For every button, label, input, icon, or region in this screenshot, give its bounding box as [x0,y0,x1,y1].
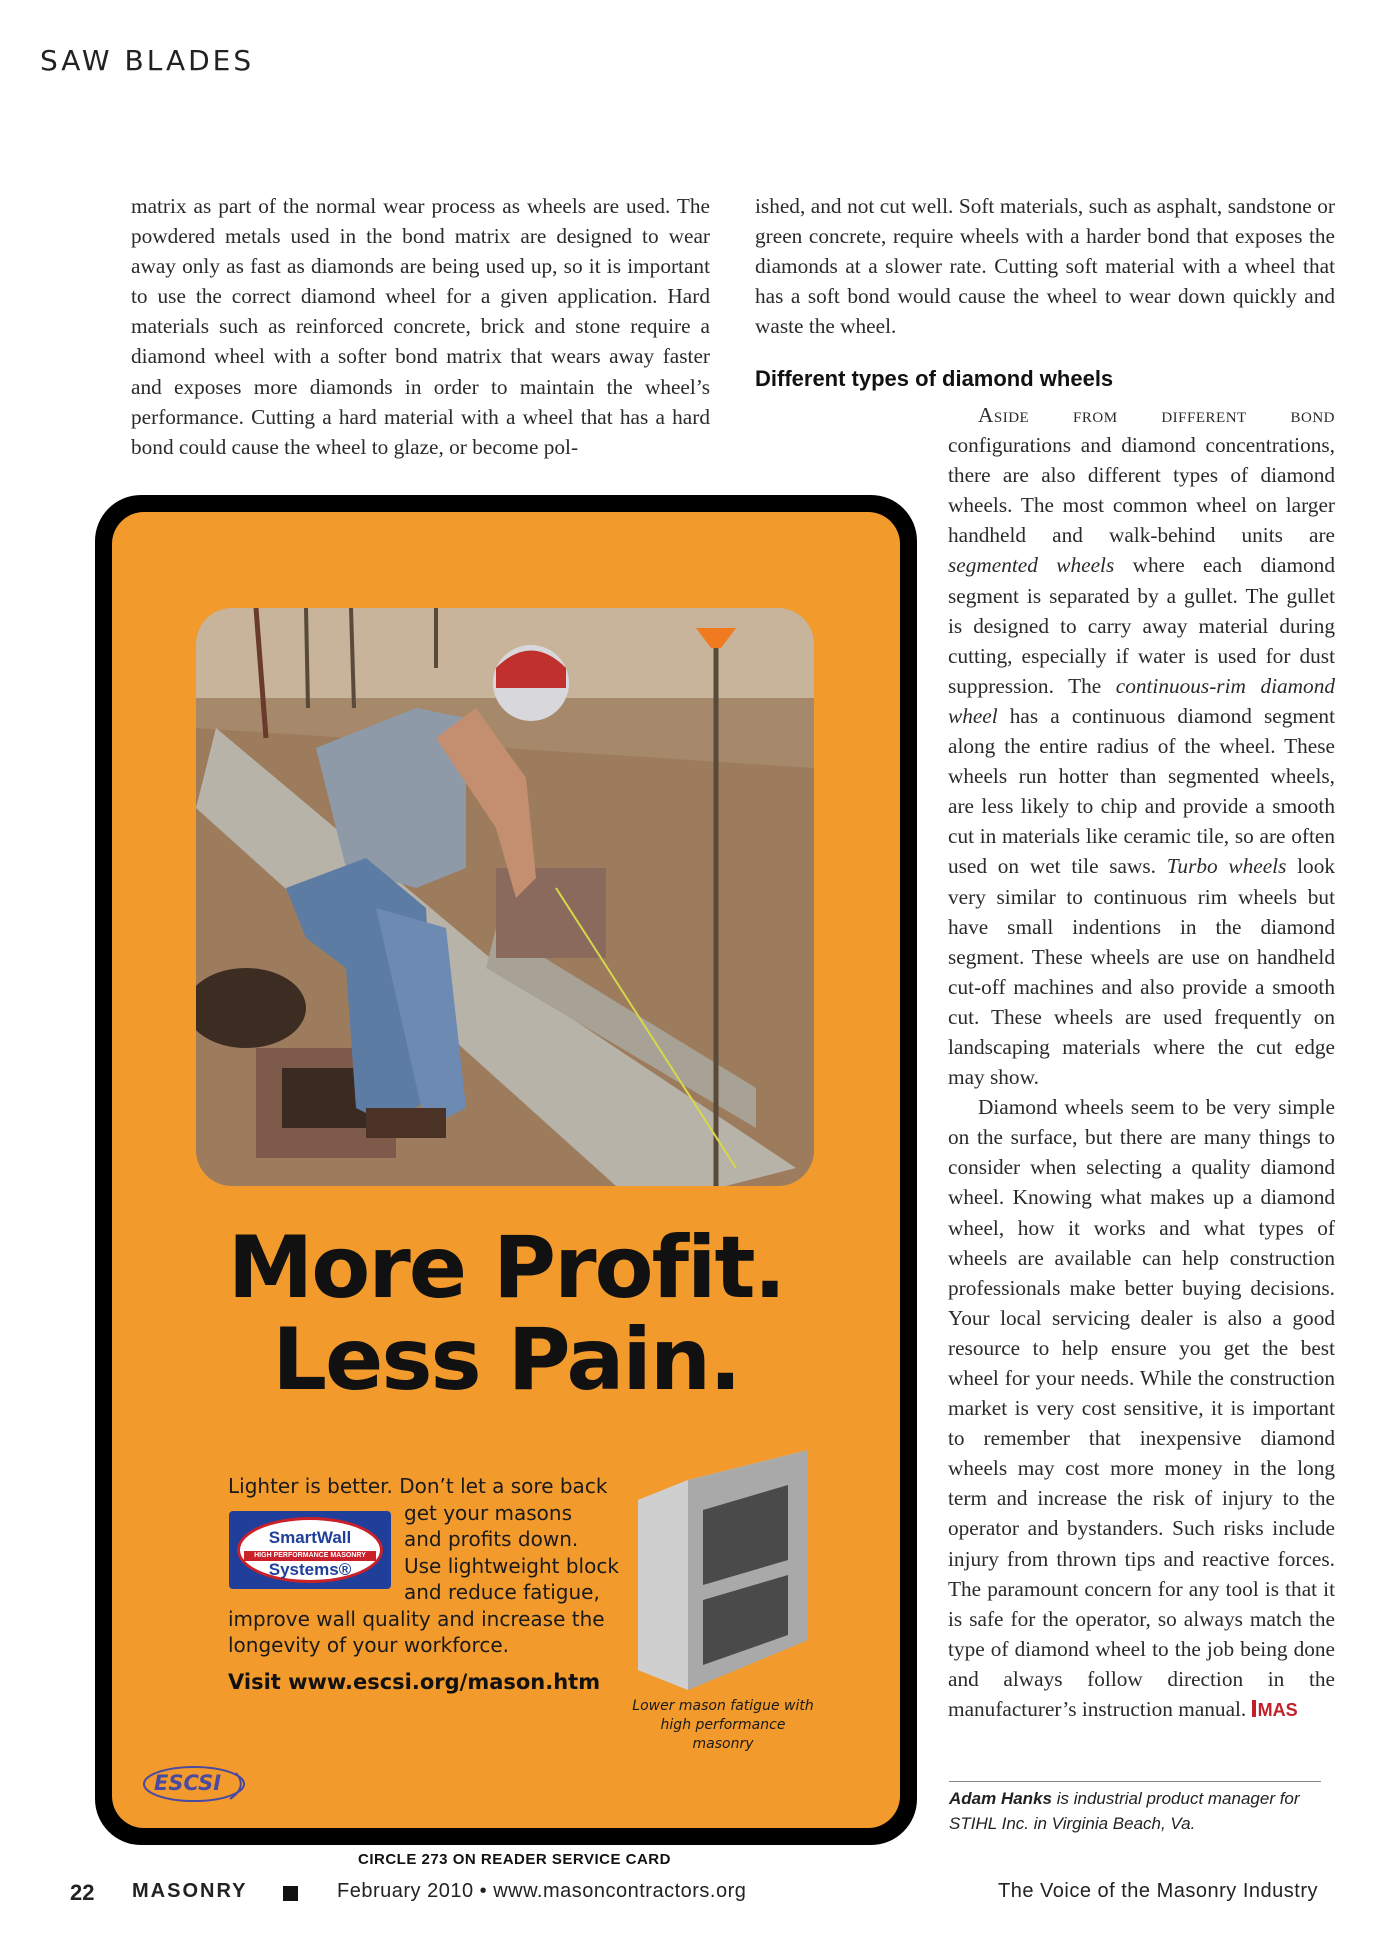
escsi-logo: ESCSI [140,1763,252,1805]
column-2-text: ished, and not cut well. Soft materials, such as asphalt, sandstone or green concrete, require wheels with a harder bond that exposes the diamonds at a slower rate. Cutting soft material with a wheel that has a soft bond would cause the wheel to wear down quickly and waste the wheel. [755,194,1335,339]
paragraph-conclusion: Diamond wheels seem to be very simple on the surface, but there are many things to consider when selecting a quality diamond wheel. Knowing what makes up a diamond wheel, how it works and what types of wheels are available can help construction professionals make better buying decisions. Your local servicing dealer is also a good resource to help ensure you get the best wheel for your needs. While the construction market is very cost sensitive, it is important to remember that inexpensive diamond wheels may cost more money in the long term and increase the risk of injury to the operator and bystanders. Such risks include injury from thrown tips and reactive forces. The paramount concern for any tool is that it is safe for the operator, so always match the type of diamond wheel to the job being done and always follow direction in the manufacturer’s instruction manual. MAS [948,1095,1335,1722]
concrete-block-image [628,1440,814,1694]
page-number: 22 [70,1880,95,1905]
subheading: Different types of diamond wheels [755,366,1114,391]
magazine-name: MASONRY [132,1880,248,1902]
end-mark: MAS [1252,1700,1298,1720]
author-bio: Adam Hanks is industrial product manager for STIHL Inc. in Virginia Beach, Va. [949,1789,1300,1833]
bio-divider [949,1781,1321,1782]
footer-tagline: The Voice of the Masonry Industry [998,1880,1318,1902]
ad-body-copy: Lighter is better. Don’t let a sore back get your masons and profits down. Use lightweight block and reduce fatigue, improve wall quality and increase the longevity of your workforce. [228,1474,619,1657]
reader-service-note: CIRCLE 273 ON READER SERVICE CARD [358,1851,671,1868]
section-label: SAW BLADES [40,44,255,77]
paragraph-wheel-types: Aside from different bond configurations and diamond concentrations, there are also different types of diamond wheels. The most common wheel on larger handheld and walk-behind units are segmented wheels where each diamond segment is separated by a gullet. The gullet is designed to carry away material during cutting, especially if water is used for dust suppression. The continuous-rim diamond wheel has a continuous diamond segment along the entire radius of the wheel. These wheels run hotter than segmented wheels, are less likely to chip and provide a smooth cut in materials like ceramic tile, so are often used on wet tile saws. Turbo wheels look very similar to continuous rim wheels but have small indentions in the diamond segment. These wheels are use on handheld cut-off machines and also provide a smooth cut. These wheels are used frequently on landscaping materials where the cut edge may show. [948,403,1335,1090]
block-caption: Lower mason fatigue with high performance masonry [632,1698,814,1752]
ad-photo-mason [196,608,814,1186]
issue-date-url: February 2010 • www.masoncontractors.org [337,1880,747,1902]
smartwall-logo: SmartWall HIGH PERFORMANCE MASONRY Systems® [229,1511,391,1589]
footer-square [283,1886,298,1901]
column-1-text: matrix as part of the normal wear process as wheels are used. The powdered metals used in the bond matrix are designed to wear away only as fast as diamonds are being used up, so it is important to use the correct diamond wheel for a given application. Hard materials such as reinforced concrete, brick and stone require a diamond wheel with a softer bond matrix that wears away faster and exposes more diamonds in order to maintain the wheel’s performance. Cutting a hard material with a wheel that has a hard bond could cause the wheel to glaze, or become pol- [131,194,710,459]
ad-url[interactable]: Visit www.escsi.org/mason.htm [228,1670,601,1694]
ad-headline: More Profit. Less Pain. [227,1218,785,1410]
